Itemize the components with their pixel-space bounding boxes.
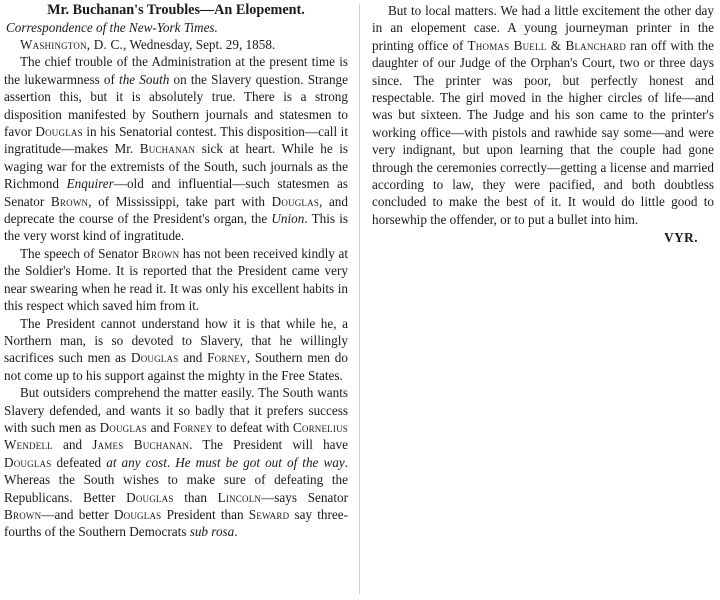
text-run-italic: at any cost <box>106 454 167 470</box>
right-column <box>372 2 714 247</box>
text-run: , Southern men do not come up to his support against the mighty in the Free States. <box>4 350 348 383</box>
text-run-smallcaps: Douglas <box>113 506 162 522</box>
text-run-smallcaps: Seward <box>248 506 290 522</box>
text-run-smallcaps: Douglas <box>4 454 52 470</box>
text-run-italic: Union <box>271 211 305 227</box>
text-run-smallcaps: Buchanan <box>139 141 196 157</box>
paragraph-3 <box>4 315 348 385</box>
text-run-smallcaps: Forney <box>173 419 213 435</box>
paragraph-4 <box>4 384 348 541</box>
text-run: But to local matters. We had a little excitement the other day in an elopement case. A young journeyman printer in the printing office of <box>372 3 714 53</box>
text-run-smallcaps: Douglas <box>271 193 320 209</box>
text-run: has not been received kindly at the Soldier's Home. It is reported that the President came very near swearing when he read it. It was only his excellent habits in this respect which saved him from it. <box>4 245 349 314</box>
dateline-date: Wednesday, Sept. 29, 1858. <box>126 37 276 52</box>
text-run: —says Senator <box>261 489 348 505</box>
text-run: . <box>166 454 176 470</box>
text-run: President than <box>161 506 249 522</box>
text-run: The President cannot understand how it is that while he, a Northern man, is so devoted to Slavery, that he willingly sacrifices such men as <box>4 315 348 366</box>
text-run: in his Senatorial contest. This disposition—call it ingratitude—makes Mr. <box>4 124 348 157</box>
text-run: . The President will have <box>189 437 348 453</box>
text-run-smallcaps: James Buchanan <box>92 437 190 453</box>
text-run: and <box>178 350 208 366</box>
dateline <box>4 36 348 53</box>
text-run-smallcaps: Lincoln <box>217 489 262 505</box>
text-run-smallcaps: Forney <box>207 350 247 366</box>
text-run: But outsiders comprehend the matter easily. The South wants Slavery defended, and wants it so badly that it prefers success with such men as <box>4 385 348 435</box>
text-run-smallcaps: Douglas <box>130 350 179 366</box>
text-run-smallcaps: Cornelius Wendell <box>4 419 348 453</box>
text-run: sick at heart. While he is waging war for the extremists of the South, such journals as the Richmond <box>4 141 348 192</box>
left-column <box>4 2 348 541</box>
text-run: say three-fourths of the Southern Democrats <box>4 506 348 540</box>
text-run: The chief trouble of the Administration at the present time is the lukewarmness of <box>4 54 348 87</box>
dateline-place: Washington, D. C., <box>20 37 127 52</box>
text-run: . This is the very worst kind of ingratitude. <box>4 211 348 244</box>
text-run: . <box>234 524 238 540</box>
text-run-italic: the South <box>119 71 170 87</box>
author-signature: VYR. <box>664 230 698 246</box>
text-run-smallcaps: Brown <box>142 245 180 261</box>
paragraph-1 <box>4 53 348 244</box>
text-run-smallcaps: Thomas Buell & Blanchard <box>467 37 627 53</box>
text-run: —old and influential—such statesmen as Senator <box>4 176 348 209</box>
text-run-smallcaps: Douglas <box>126 489 174 505</box>
text-run: , of Mississippi, take part with <box>88 193 272 209</box>
text-run-smallcaps: Brown <box>50 193 89 209</box>
text-run: ran off with the daughter of our Judge of the Orphan's Court, two or three days since. The printer was poor, but perfectly honest and respectable. The girl moved in the higher circles of life—and was but sixteen. The Judge and his son came to the printer's working office—with pistols and rawhide say some—and were very indignant, but upon learning that the couple had gone through the ceremonies correctly—getting a license and married according to law, they were pacified, and both doubtless concluded to make the best of it. It would do little good to horsewhip the offender, or to put a bullet into him. <box>372 37 714 227</box>
text-run-smallcaps: Douglas <box>99 419 147 435</box>
text-run: . Whereas the South wishes to make sure of defeating the Republicans. Better <box>4 454 349 505</box>
text-run-italic: sub rosa <box>189 524 235 540</box>
text-run: —and better <box>41 506 114 522</box>
article-headline: Mr. Buchanan's Troubles—An Elopement. <box>47 2 305 18</box>
text-run-italic: Enquirer <box>66 176 114 192</box>
text-run-smallcaps: Brown <box>4 506 42 522</box>
column-divider <box>359 4 360 594</box>
text-run-italic: He must be got out of the way <box>175 454 345 470</box>
text-run: and <box>52 437 93 453</box>
paragraph-5 <box>372 2 714 228</box>
text-run: and <box>147 419 174 435</box>
text-run: to defeat with <box>212 419 293 435</box>
text-run: , and deprecate the course of the President's organ, the <box>4 193 348 227</box>
text-run: The speech of Senator <box>20 245 142 261</box>
text-run: on the Slavery question. Strange assertion this, but it is absolutely true. There is a strong disposition manifested by Southern journals and statesmen to favor <box>4 71 348 140</box>
paragraph-2 <box>4 245 348 315</box>
text-run: than <box>173 489 218 505</box>
text-run: defeated <box>51 454 107 470</box>
text-run-smallcaps: Douglas <box>35 124 83 140</box>
correspondence-line: Correspondence of the New-York Times. <box>6 20 218 35</box>
